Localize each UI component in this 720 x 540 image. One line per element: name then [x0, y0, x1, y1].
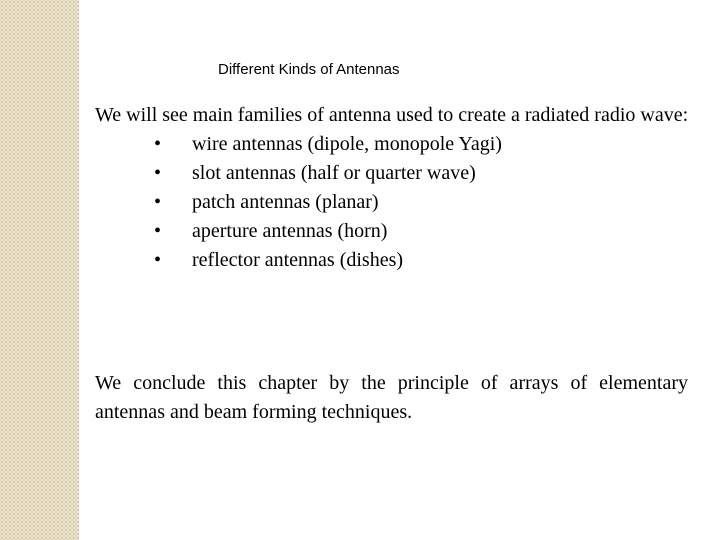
decorative-side-strip [0, 0, 79, 540]
bullet-icon: • [154, 191, 162, 213]
slide-title: Different Kinds of Antennas [218, 61, 400, 78]
bullet-icon: • [154, 249, 162, 271]
list-item [95, 246, 693, 275]
bullet-icon: • [154, 162, 162, 184]
list-item [95, 159, 693, 188]
list-item [95, 188, 693, 217]
list-item-text: slot antennas (half or quarter wave) [192, 162, 476, 184]
slide-body [95, 101, 693, 275]
list-item-text: reflector antennas (dishes) [192, 249, 404, 271]
list-item [95, 217, 693, 246]
list-item [95, 130, 693, 159]
conclusion-text: We conclude this chapter by the principle of arrays of elementary antennas and beam forming techniques. [95, 372, 688, 423]
list-item-text: wire antennas (dipole, monopole Yagi) [192, 133, 502, 155]
list-item-text: patch antennas (planar) [192, 191, 379, 213]
antenna-list [95, 130, 693, 275]
list-item-text: aperture antennas (horn) [192, 220, 388, 242]
intro-text: We will see main families of antenna used to create a radiated radio wave: [95, 104, 689, 126]
bullet-icon: • [154, 220, 162, 242]
bullet-icon: • [154, 133, 162, 155]
